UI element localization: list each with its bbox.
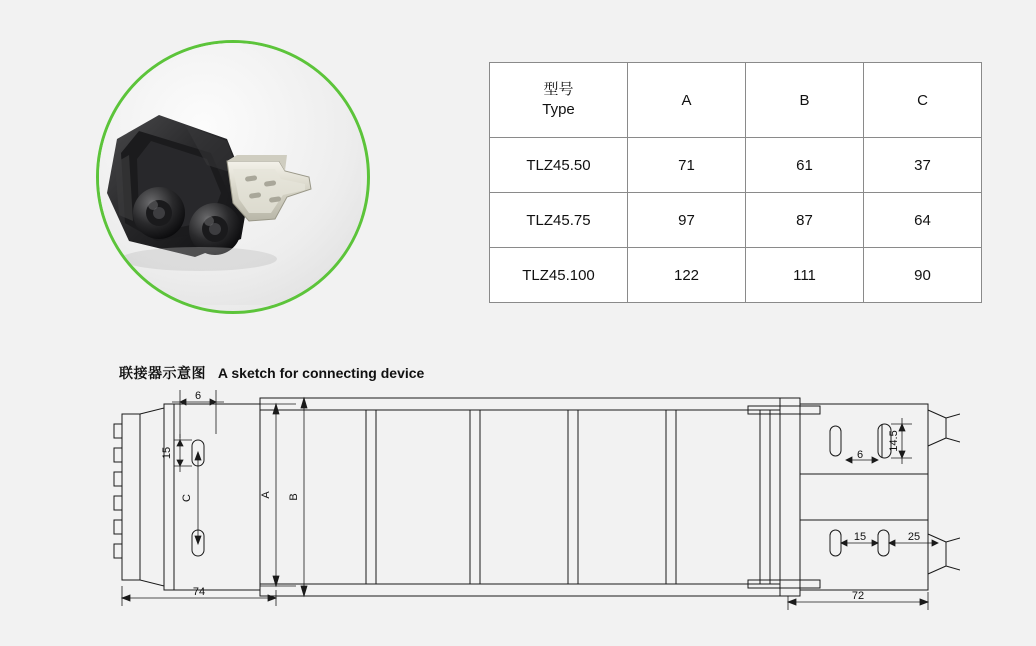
section-caption [119, 363, 424, 383]
table-header-type-cn: 型号 [543, 80, 574, 98]
dim-bottom-72: 72 [851, 590, 865, 602]
dim-right-15: 15 [853, 531, 867, 543]
cell-c: 90 [864, 248, 982, 303]
connecting-device-sketch [100, 390, 960, 625]
product-photo-circle [96, 40, 370, 314]
cell-c: 37 [864, 138, 982, 193]
table-header-type [490, 63, 628, 138]
cell-a: 97 [628, 193, 746, 248]
table-row [490, 193, 982, 248]
spec-table [489, 62, 982, 303]
cell-b: 111 [746, 248, 864, 303]
table-header-a: A [628, 63, 746, 138]
cell-a: 122 [628, 248, 746, 303]
table-header-b: B [746, 63, 864, 138]
dim-label-b: B [288, 493, 300, 501]
cell-b: 61 [746, 138, 864, 193]
cell-b: 87 [746, 193, 864, 248]
dim-right-14-5: 14.5 [888, 430, 900, 452]
section-caption-cn: 联接器示意图 [119, 365, 206, 381]
table-header-type-en: Type [542, 101, 575, 118]
dim-bottom-74: 74 [192, 586, 206, 598]
dim-label-c: C [181, 494, 193, 502]
dim-top-6: 6 [194, 390, 202, 402]
table-row [490, 248, 982, 303]
dim-label-a: A [260, 491, 272, 499]
cable-carrier-connector-photo [99, 43, 361, 305]
dim-slot-15: 15 [161, 446, 173, 460]
cell-type: TLZ45.50 [490, 138, 628, 193]
cell-a: 71 [628, 138, 746, 193]
table-row [490, 138, 982, 193]
cell-c: 64 [864, 193, 982, 248]
dim-right-25: 25 [907, 531, 921, 543]
table-header-row [490, 63, 982, 138]
table-header-c: C [864, 63, 982, 138]
cell-type: TLZ45.100 [490, 248, 628, 303]
cell-type: TLZ45.75 [490, 193, 628, 248]
section-caption-en: A sketch for connecting device [217, 365, 425, 381]
dim-right-6: 6 [856, 449, 864, 461]
